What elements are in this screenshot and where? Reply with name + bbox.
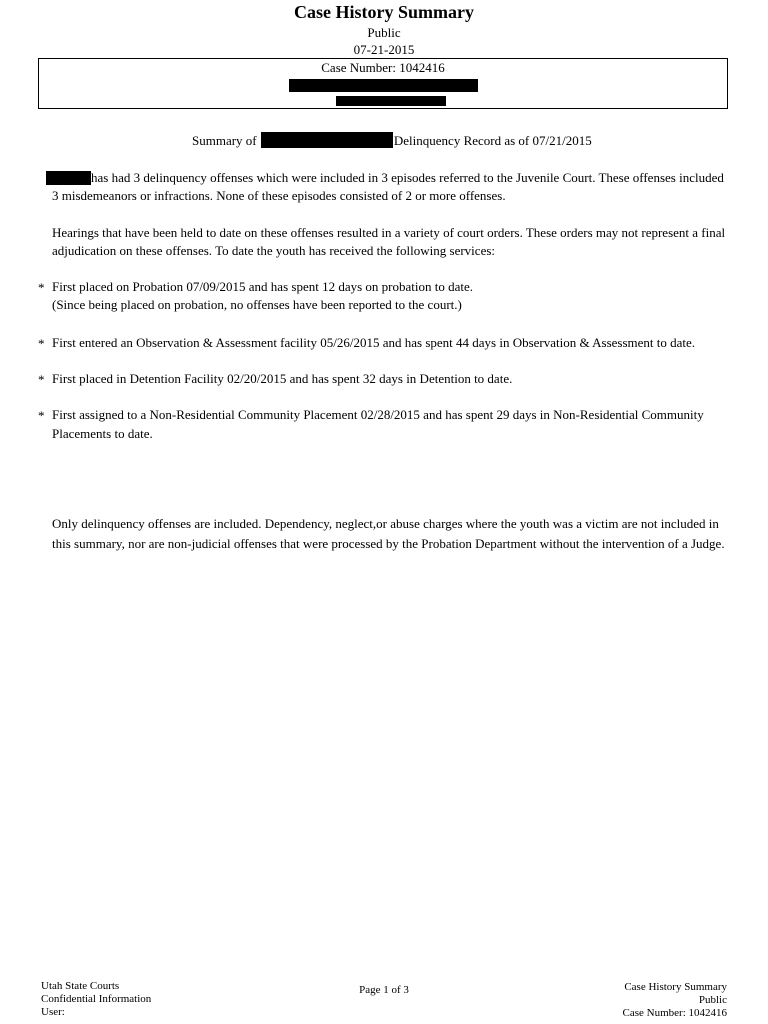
service-observation-line-1: First entered an Observation & Assessment facility 05/26/2015 and has spent 44 days in Observation & Assessment to date.: [52, 335, 696, 350]
note-line-1: Only delinquency offenses are included. Dependency, neglect,or abuse charges where the youth was a victim are not included in: [52, 516, 719, 531]
redacted-youth-firstname: [46, 171, 91, 185]
service-probation-line-2: (Since being placed on probation, no offenses have been reported to the court.): [52, 297, 462, 312]
note-line-2: this summary, nor are non-judicial offenses that were processed by the Probation Department without the intervention of a Judge.: [52, 536, 725, 551]
summary-suffix: Delinquency Record as of 07/21/2015: [393, 133, 592, 148]
footer-doc-title: Case History Summary: [624, 981, 727, 993]
service-bullet: *: [38, 280, 45, 295]
footer-user: User:: [41, 1006, 65, 1018]
service-detention-line-1: First placed in Detention Facility 02/20/2015 and has spent 32 days in Detention to date.: [52, 371, 513, 386]
redacted-youth-name: [261, 132, 393, 148]
service-bullet: *: [38, 408, 45, 423]
report-date: 07-21-2015: [353, 42, 415, 57]
intro-line-2: 3 misdemeanors or infractions. None of these episodes consisted of 2 or more offenses.: [52, 188, 506, 203]
summary-prefix: Summary of: [192, 133, 257, 148]
service-probation-line-1: First placed on Probation 07/09/2015 and has spent 12 days on probation to date.: [52, 279, 473, 294]
footer-left: [41, 980, 151, 1019]
footer-org: Utah State Courts: [41, 980, 120, 992]
access-level: Public: [367, 25, 401, 40]
footer-case-number: Case Number: 1042416: [622, 1007, 727, 1019]
hearings-line-2: adjudication on these offenses. To date the youth has received the following services:: [52, 243, 496, 258]
redacted-name-bar: [289, 79, 478, 92]
service-bullet: *: [38, 372, 45, 387]
footer-right: [623, 981, 727, 1020]
service-bullet: *: [38, 336, 45, 351]
hearings-line-1: Hearings that have been held to date on these offenses resulted in a variety of court orders. These orders may not represent a final: [52, 225, 726, 240]
intro-line-1: has had 3 delinquency offenses which were included in 3 episodes referred to the Juvenile Court. These offenses included: [91, 170, 724, 185]
service-community-line-2: Placements to date.: [52, 426, 153, 441]
service-community-line-1: First assigned to a Non-Residential Community Placement 02/28/2015 and has spent 29 days in Non-Residential Community: [52, 407, 704, 422]
page-number: Page 1 of 3: [359, 984, 409, 996]
document-title: Case History Summary: [294, 2, 474, 22]
case-info-box: [38, 58, 728, 109]
case-number: Case Number: 1042416: [321, 60, 445, 75]
footer-confidential: Confidential Information: [41, 993, 152, 1005]
redacted-id-bar: [336, 96, 446, 106]
footer-access: Public: [698, 994, 727, 1006]
summary-line: [192, 132, 592, 150]
